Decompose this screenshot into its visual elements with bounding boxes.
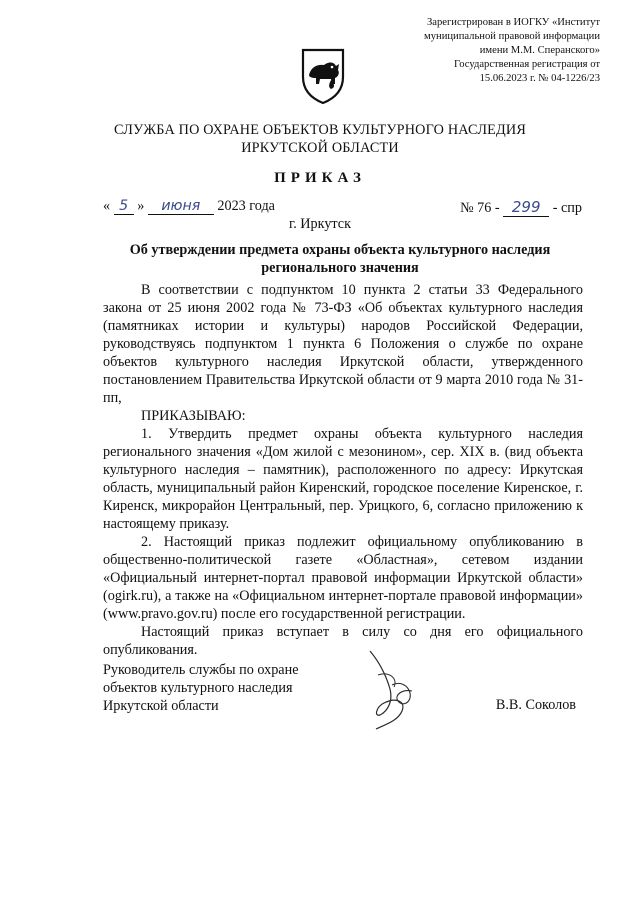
document-body bbox=[103, 281, 583, 659]
registration-line: имени М.М. Сперанского» bbox=[479, 45, 600, 56]
order-date bbox=[103, 198, 275, 215]
order-number bbox=[460, 198, 582, 217]
order-number-suffix: - спр bbox=[552, 200, 582, 216]
organization-name-line2: ИРКУТСКОЙ ОБЛАСТИ bbox=[241, 140, 399, 156]
preamble-paragraph: В соответствии с подпунктом 10 пункта 2 статьи 33 Федерального закона от 25 июня 2002 года № 73-ФЗ «Об объектах культурного наследия (памятниках истории и культуры) народов Российской Федерации, руководствуясь подпунктом 1 пункта 6 Положения о службе по охране объектов культурного наследия Иркутской области, утвержденного постановлением Правительства Иркутской области от 9 марта 2010 года № 31-пп, bbox=[103, 282, 583, 406]
signatory-position-line2: объектов культурного наследия bbox=[103, 680, 293, 696]
signatory-position bbox=[103, 661, 299, 715]
date-day: 5 bbox=[114, 198, 134, 215]
registration-line: 15.06.2023 г. № 04-1226/23 bbox=[479, 73, 600, 84]
document-title-line2: регионального значения bbox=[261, 260, 419, 276]
clause-3: Настоящий приказ вступает в силу со дня его официального опубликования. bbox=[103, 624, 583, 658]
handwritten-signature bbox=[340, 645, 450, 735]
registration-stamp bbox=[360, 16, 600, 86]
order-word: ПРИКАЗЫВАЮ: bbox=[141, 408, 246, 424]
signatory-position-line1: Руководитель службы по охране bbox=[103, 662, 299, 678]
registration-line: муниципальной правовой информации bbox=[424, 31, 600, 42]
signatory-name: В.В. Соколов bbox=[495, 697, 576, 713]
date-month: июня bbox=[148, 198, 214, 215]
registration-line: Государственная регистрация от bbox=[454, 59, 600, 70]
organization-name-line1: СЛУЖБА ПО ОХРАНЕ ОБЪЕКТОВ КУЛЬТУРНОГО НАСЛЕДИЯ bbox=[114, 122, 526, 138]
coat-of-arms-icon bbox=[298, 47, 348, 105]
order-number-value: 299 bbox=[503, 198, 549, 217]
clause-2: 2. Настоящий приказ подлежит официальному опубликованию в общественно-политической газете «Областная», сетевом издании «Официальный интернет-портал правовой информации Иркутской области» (ogirk.ru), а также на «Официальном интернет-портале правовой информации» (www.pravo.gov.ru) после его государственной регистрации. bbox=[103, 534, 583, 622]
order-number-prefix: № 76 - bbox=[460, 200, 500, 216]
registration-line: Зарегистрирован в ИОГКУ «Институт bbox=[426, 17, 600, 28]
date-year: 2023 года bbox=[217, 198, 275, 214]
document-title-line1: Об утверждении предмета охраны объекта культурного наследия bbox=[129, 242, 551, 258]
city: г. Иркутск bbox=[289, 216, 351, 232]
clause-1: 1. Утвердить предмет охраны объекта культурного наследия регионального значения «Дом жилой с мезонином», сер. XIX в. (вид объекта культурного наследия – памятник), расположенного по адресу: Иркутская область, муниципальный район Киренский, городское поселение Киренское, г. Киренск, микрорайон Центральный, пер. Урицкого, 6, согласно приложению к настоящему приказу. bbox=[103, 426, 583, 532]
date-quote-open: « bbox=[103, 198, 111, 214]
document-title bbox=[100, 241, 580, 277]
date-quote-close: » bbox=[137, 198, 145, 214]
document-type: ПРИКАЗ bbox=[274, 170, 366, 186]
signatory-position-line3: Иркутской области bbox=[103, 698, 219, 714]
